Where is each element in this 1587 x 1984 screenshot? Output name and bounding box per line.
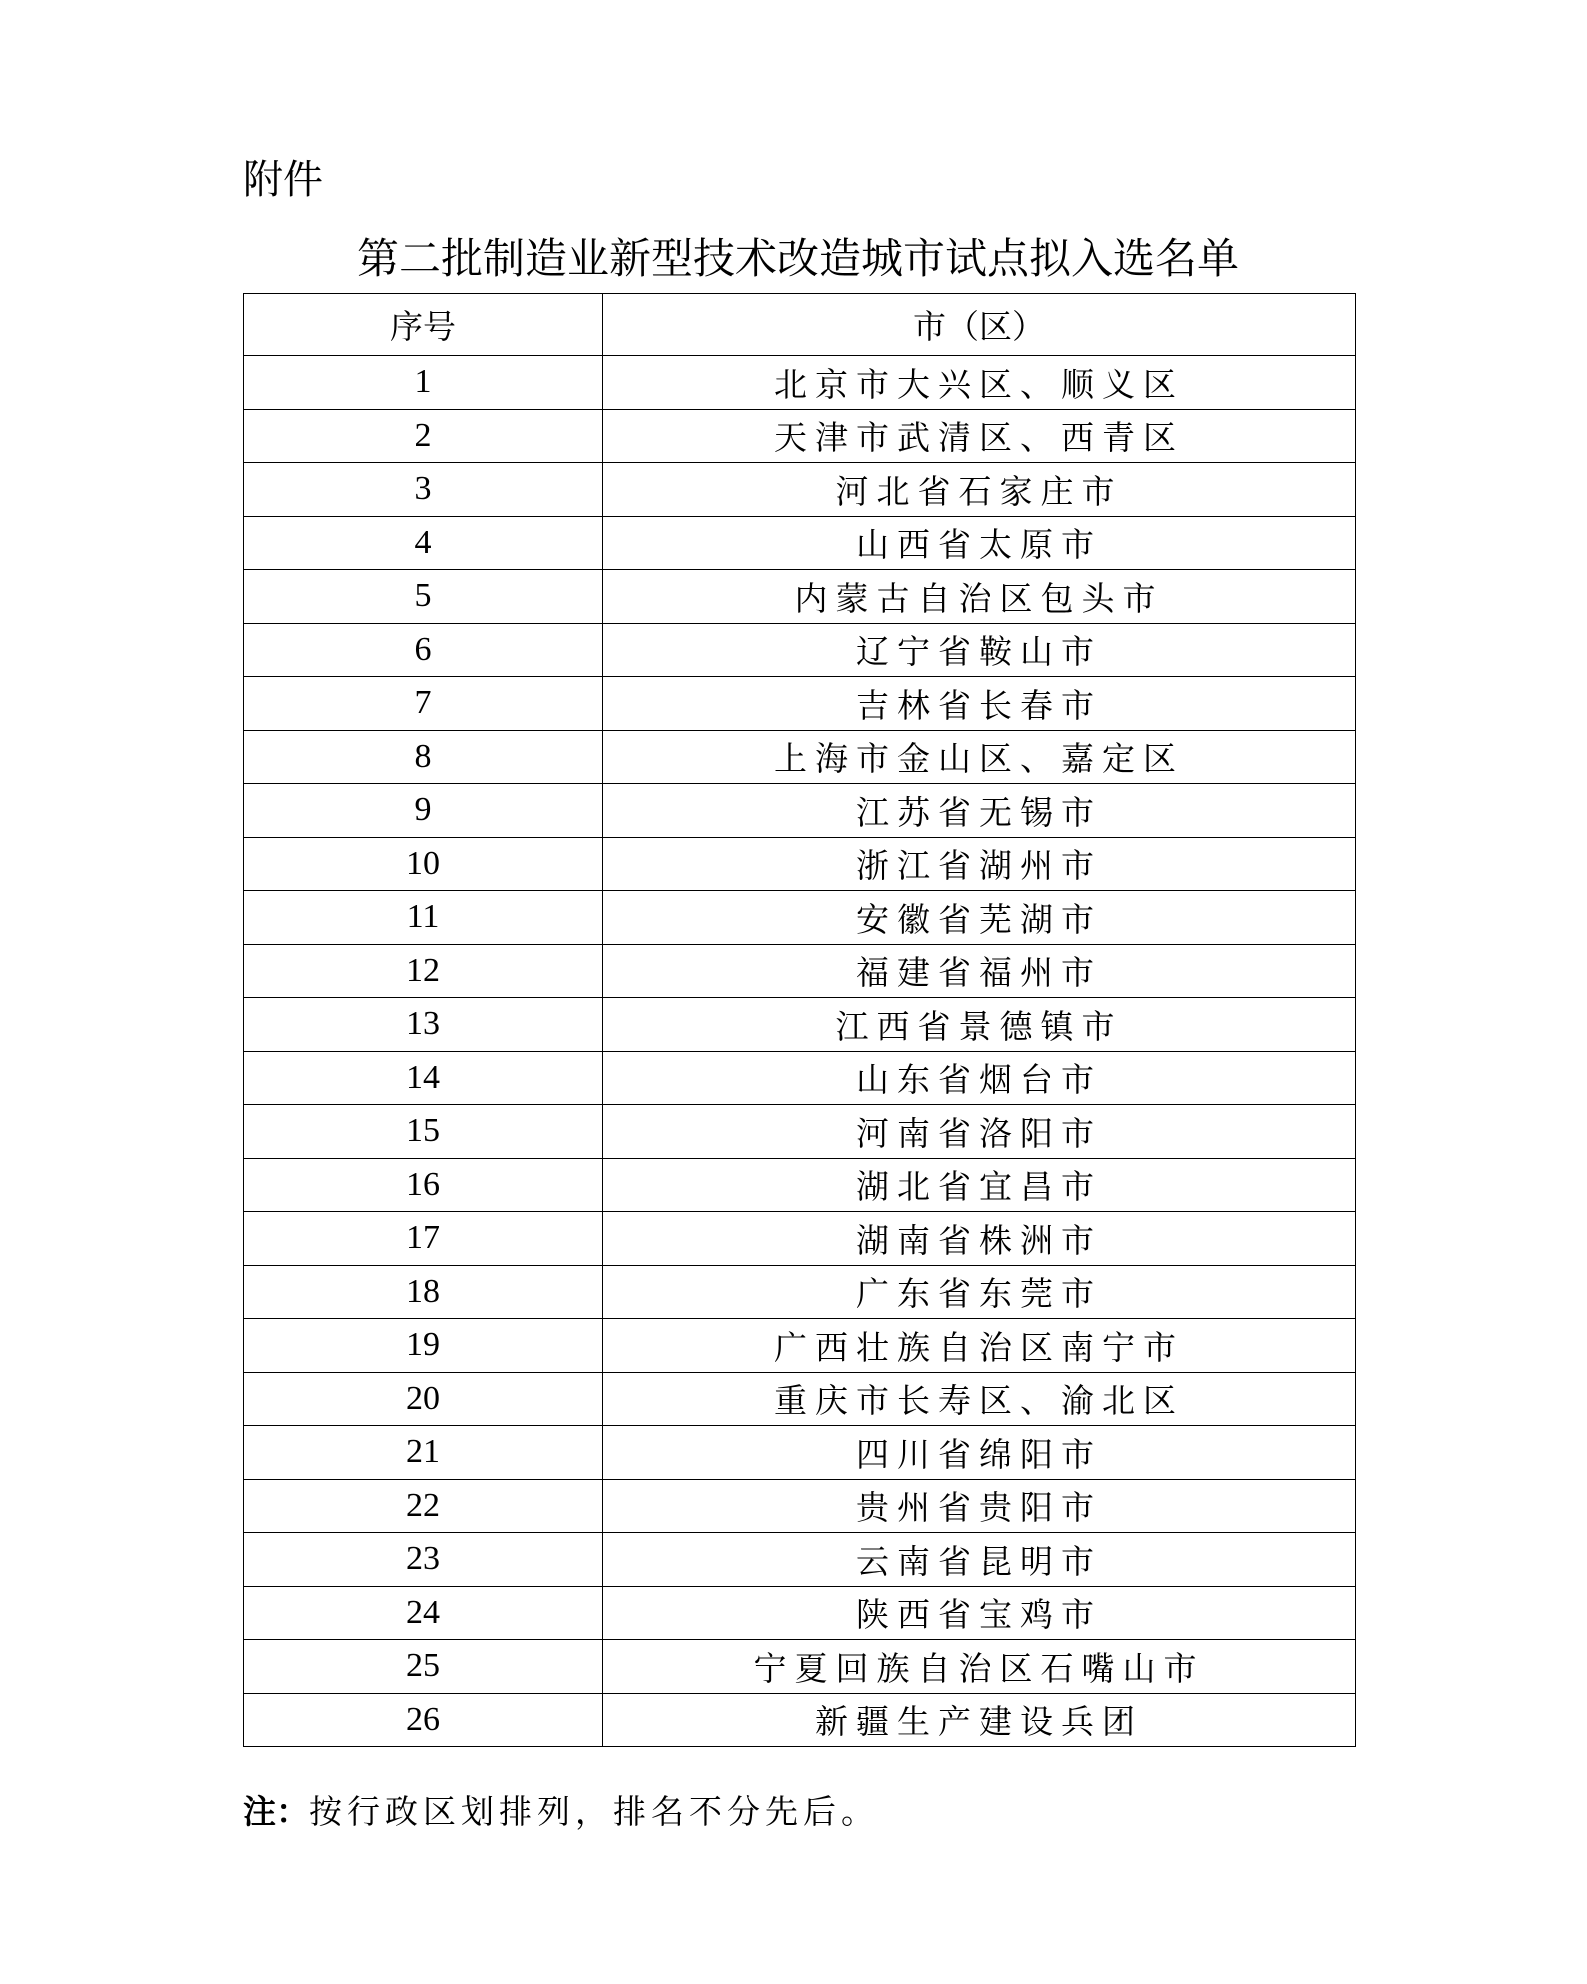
table-row xyxy=(244,1051,1356,1105)
city-district-cell: 江苏省无锡市 xyxy=(603,784,1356,838)
serial-number-cell: 5 xyxy=(244,570,603,624)
city-district-cell: 山西省太原市 xyxy=(603,516,1356,570)
table-row xyxy=(244,1158,1356,1212)
city-list-table xyxy=(243,293,1356,1747)
table-row xyxy=(244,570,1356,624)
serial-number-cell: 20 xyxy=(244,1372,603,1426)
city-district-cell: 内蒙古自治区包头市 xyxy=(603,570,1356,624)
serial-number-cell: 22 xyxy=(244,1479,603,1533)
city-district-cell: 浙江省湖州市 xyxy=(603,837,1356,891)
city-district-cell: 四川省绵阳市 xyxy=(603,1426,1356,1480)
table-row xyxy=(244,784,1356,838)
city-district-cell: 江西省景德镇市 xyxy=(603,998,1356,1052)
table-row xyxy=(244,944,1356,998)
table-row xyxy=(244,463,1356,517)
city-district-cell: 重庆市长寿区、渝北区 xyxy=(603,1372,1356,1426)
table-row xyxy=(244,891,1356,945)
serial-number-cell: 12 xyxy=(244,944,603,998)
table-row xyxy=(244,623,1356,677)
table-row xyxy=(244,1212,1356,1266)
table-row xyxy=(244,409,1356,463)
footnote-label: 注： xyxy=(243,1792,309,1831)
serial-number-cell: 17 xyxy=(244,1212,603,1266)
city-district-cell: 陕西省宝鸡市 xyxy=(603,1586,1356,1640)
header-city-district: 市（区） xyxy=(603,294,1356,356)
city-district-cell: 贵州省贵阳市 xyxy=(603,1479,1356,1533)
city-district-cell: 辽宁省鞍山市 xyxy=(603,623,1356,677)
table-row xyxy=(244,1586,1356,1640)
serial-number-cell: 6 xyxy=(244,623,603,677)
table-row xyxy=(244,998,1356,1052)
table-header-row xyxy=(244,294,1356,356)
table-row xyxy=(244,1479,1356,1533)
city-district-cell: 河南省洛阳市 xyxy=(603,1105,1356,1159)
footnote xyxy=(243,1788,879,1836)
city-district-cell: 云南省昆明市 xyxy=(603,1533,1356,1587)
serial-number-cell: 23 xyxy=(244,1533,603,1587)
table-row xyxy=(244,1533,1356,1587)
serial-number-cell: 8 xyxy=(244,730,603,784)
footnote-text: 按行政区划排列，排名不分先后。 xyxy=(309,1792,879,1831)
table-row xyxy=(244,1105,1356,1159)
city-district-cell: 吉林省长春市 xyxy=(603,677,1356,731)
table-row xyxy=(244,1640,1356,1694)
document-title: 第二批制造业新型技术改造城市试点拟入选名单 xyxy=(356,234,1239,283)
serial-number-cell: 24 xyxy=(244,1586,603,1640)
city-district-cell: 宁夏回族自治区石嘴山市 xyxy=(603,1640,1356,1694)
serial-number-cell: 10 xyxy=(244,837,603,891)
table-row xyxy=(244,677,1356,731)
table-row xyxy=(244,1319,1356,1373)
serial-number-cell: 26 xyxy=(244,1693,603,1747)
city-district-cell: 福建省福州市 xyxy=(603,944,1356,998)
table-row xyxy=(244,1372,1356,1426)
city-district-cell: 天津市武清区、西青区 xyxy=(603,409,1356,463)
table-row xyxy=(244,837,1356,891)
city-district-cell: 广东省东莞市 xyxy=(603,1265,1356,1319)
table-body xyxy=(244,356,1356,1747)
table-row xyxy=(244,516,1356,570)
table-row xyxy=(244,1265,1356,1319)
city-district-cell: 上海市金山区、嘉定区 xyxy=(603,730,1356,784)
table-row xyxy=(244,730,1356,784)
serial-number-cell: 2 xyxy=(244,409,603,463)
serial-number-cell: 19 xyxy=(244,1319,603,1373)
city-district-cell: 安徽省芜湖市 xyxy=(603,891,1356,945)
city-district-cell: 山东省烟台市 xyxy=(603,1051,1356,1105)
serial-number-cell: 7 xyxy=(244,677,603,731)
header-serial-number: 序号 xyxy=(244,294,603,356)
city-district-cell: 新疆生产建设兵团 xyxy=(603,1693,1356,1747)
serial-number-cell: 9 xyxy=(244,784,603,838)
serial-number-cell: 16 xyxy=(244,1158,603,1212)
table-row xyxy=(244,1426,1356,1480)
serial-number-cell: 18 xyxy=(244,1265,603,1319)
serial-number-cell: 15 xyxy=(244,1105,603,1159)
city-district-cell: 广西壮族自治区南宁市 xyxy=(603,1319,1356,1373)
serial-number-cell: 11 xyxy=(244,891,603,945)
serial-number-cell: 1 xyxy=(244,356,603,410)
city-district-cell: 北京市大兴区、顺义区 xyxy=(603,356,1356,410)
attachment-label: 附件 xyxy=(243,157,323,203)
serial-number-cell: 3 xyxy=(244,463,603,517)
table-row xyxy=(244,1693,1356,1747)
city-district-cell: 湖北省宜昌市 xyxy=(603,1158,1356,1212)
city-district-cell: 河北省石家庄市 xyxy=(603,463,1356,517)
serial-number-cell: 21 xyxy=(244,1426,603,1480)
serial-number-cell: 25 xyxy=(244,1640,603,1694)
city-district-cell: 湖南省株洲市 xyxy=(603,1212,1356,1266)
table-row xyxy=(244,356,1356,410)
serial-number-cell: 14 xyxy=(244,1051,603,1105)
serial-number-cell: 13 xyxy=(244,998,603,1052)
serial-number-cell: 4 xyxy=(244,516,603,570)
